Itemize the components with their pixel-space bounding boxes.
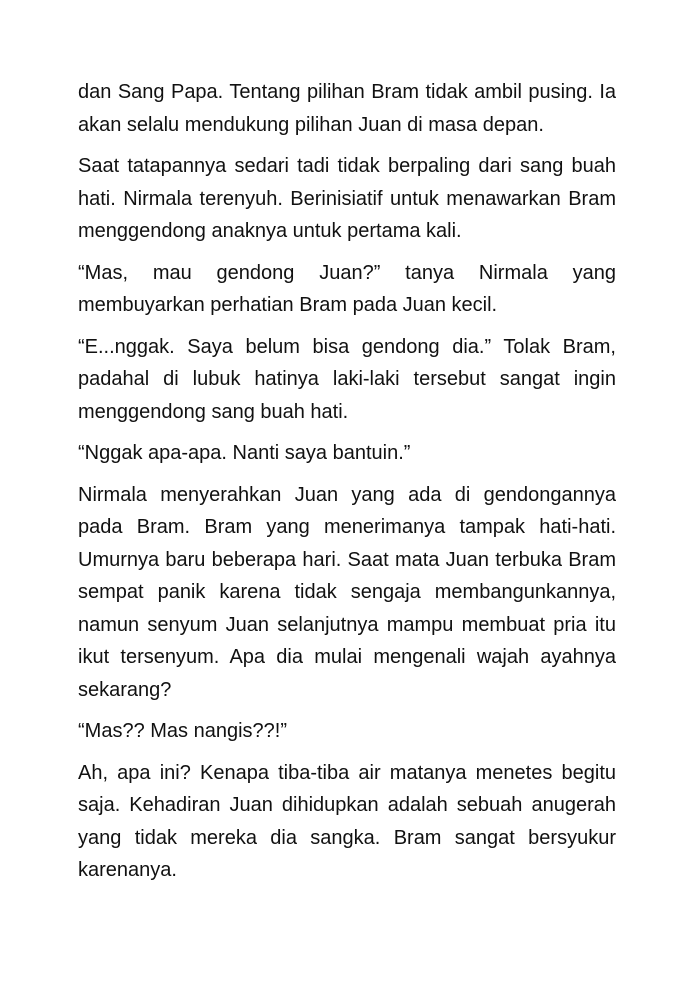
- paragraph-6: Nirmala menyerahkan Juan yang ada di gendongannya pada Bram. Bram yang menerimanya tampak hati-hati. Umurnya baru beberapa hari. Saat mata Juan terbuka Bram sempat panik karena tidak sengaja membangunkannya, namun senyum Juan selanjutnya mampu membuat pria itu ikut tersenyum. Apa dia mulai mengenali wajah ayahnya sekarang?: [78, 483, 616, 701]
- paragraph-5: “Nggak apa-apa. Nanti saya bantuin.”: [78, 442, 411, 464]
- paragraph-2: Saat tatapannya sedari tadi tidak berpaling dari sang buah hati. Nirmala terenyuh. Berinisiatif untuk menawarkan Bram menggendong anaknya untuk pertama kali.: [78, 155, 616, 242]
- paragraph-3: “Mas, mau gendong Juan?” tanya Nirmala yang membuyarkan perhatian Bram pada Juan kecil.: [78, 261, 616, 316]
- paragraph-8: Ah, apa ini? Kenapa tiba-tiba air matanya menetes begitu saja. Kehadiran Juan dihidupkan adalah sebuah anugerah yang tidak mereka dia sangka. Bram sangat bersyukur karenanya.: [78, 761, 616, 881]
- paragraph-7: “Mas?? Mas nangis??!”: [78, 720, 287, 742]
- paragraph-4: “E...nggak. Saya belum bisa gendong dia.” Tolak Bram, padahal di lubuk hatinya laki-laki tersebut sangat ingin menggendong sang buah hati.: [78, 335, 616, 423]
- paragraph-1: dan Sang Papa. Tentang pilihan Bram tidak ambil pusing. Ia akan selalu mendukung pilihan Juan di masa depan.: [78, 81, 616, 136]
- document-page: [78, 76, 616, 896]
